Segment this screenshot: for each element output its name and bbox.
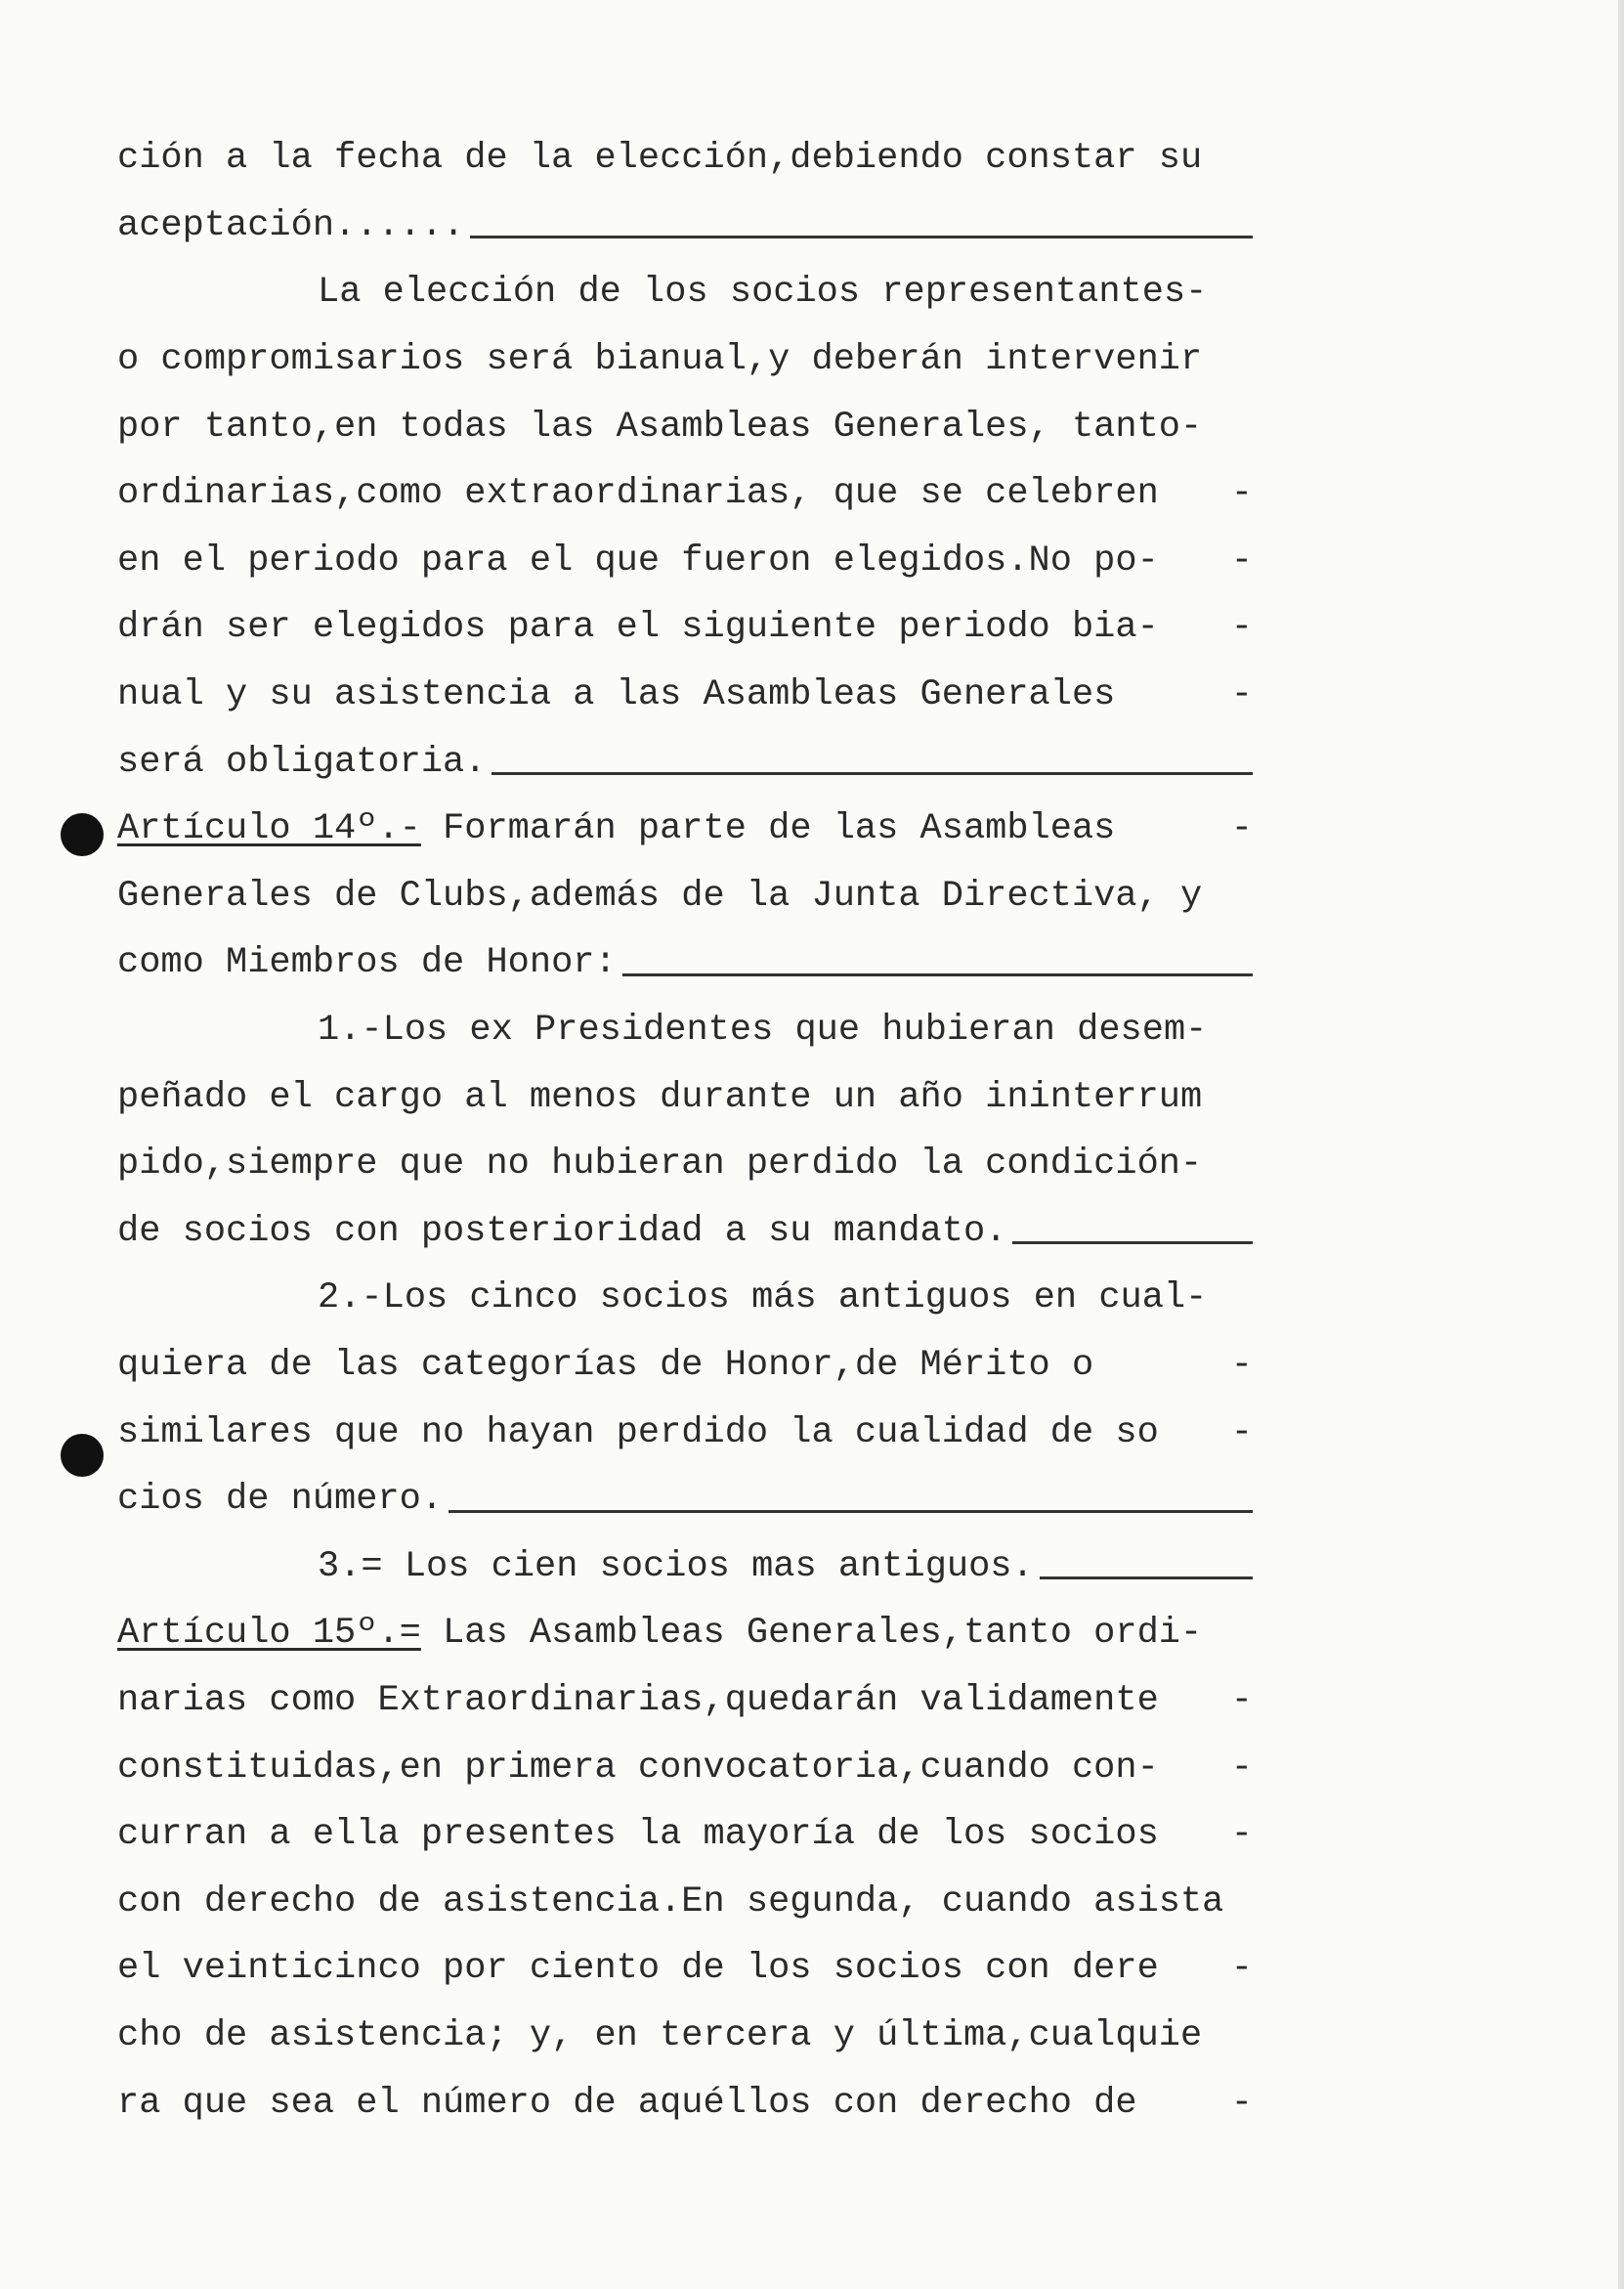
filler-rule [470,236,1253,238]
text-line [117,1265,1253,1332]
trailing-dash: - [1230,1344,1253,1386]
text-line [117,1801,1253,1869]
article-heading: Artículo 14º.- [117,808,421,850]
trailing-dash: - [1230,540,1253,582]
trailing-dash: - [1230,1411,1253,1453]
text-line [117,728,1253,796]
text-line [117,1935,1253,2003]
trailing-dash: - [1230,2082,1253,2124]
line-text: el veinticinco por ciento de los socios con dere [117,1948,1159,1990]
text-line [117,528,1253,595]
line-text: ción a la fecha de la elección,debiendo constar su [117,138,1203,180]
line-text: cho de asistencia; y, en tercera y última,cualquie [117,2014,1203,2056]
page-edge-shadow [1618,0,1624,2289]
text-line [117,1198,1253,1266]
line-text: Formarán parte de las Asambleas [420,808,1116,850]
punch-hole-mark [61,813,104,856]
line-text: curran a ella presentes la mayoría de los socios [117,1814,1159,1856]
trailing-dash: - [1230,473,1253,515]
line-text: Generales de Clubs,además de la Junta Directiva, y [117,875,1203,917]
line-text: La elección de los socios representantes- [318,272,1208,314]
line-text: 1.-Los ex Presidentes que hubieran desem- [318,1010,1208,1052]
filler-rule [449,1510,1253,1513]
line-text: como Miembros de Honor: [117,942,617,984]
text-line [117,125,1253,193]
filler-rule [622,973,1253,976]
text-line [117,2003,1253,2070]
filler-rule [1012,1241,1253,1244]
line-text: aceptación...... [117,204,465,246]
line-text: similares que no hayan perdido la cualidad de so [117,1411,1159,1453]
trailing-dash: - [1230,1948,1253,1990]
text-line [117,1868,1253,1935]
trailing-dash: - [1230,808,1253,850]
text-line [117,460,1253,528]
text-line [117,1332,1253,1400]
trailing-dash: - [1230,674,1253,716]
line-text: 3.= Los cien socios mas antiguos. [318,1545,1034,1587]
line-text: de socios con posterioridad a su mandato. [117,1210,1007,1252]
text-line [117,594,1253,662]
text-line [117,326,1253,394]
text-line [117,2069,1253,2137]
line-text: será obligatoria. [117,741,487,783]
filler-rule [491,772,1253,775]
text-line [117,929,1253,997]
text-line [117,1533,1253,1600]
line-text: peñado el cargo al menos durante un año ininterrum [117,1076,1203,1118]
text-line [117,796,1253,863]
text-line [117,1466,1253,1533]
text-line [117,662,1253,729]
text-line [117,193,1253,260]
line-text: 2.-Los cinco socios más antiguos en cual- [318,1277,1208,1319]
line-text: cios de número. [117,1479,444,1521]
line-text: drán ser elegidos para el siguiente periodo bia- [117,607,1159,649]
line-text: en el periodo para el que fueron elegidos.No po- [117,540,1159,582]
text-line [117,1399,1253,1466]
text-line [117,1734,1253,1801]
trailing-dash: - [1230,1814,1253,1856]
article-heading: Artículo 15º.= [117,1613,421,1655]
punch-hole-mark [61,1434,104,1477]
text-line [117,1667,1253,1735]
text-line [117,863,1253,930]
line-text: con derecho de asistencia.En segunda, cuando asista [117,1880,1224,1922]
line-text: pido,siempre que no hubieran perdido la condición- [117,1144,1203,1186]
line-text: o compromisarios será bianual,y deberán intervenir [117,339,1203,381]
line-text: narias como Extraordinarias,quedarán validamente [117,1679,1159,1721]
line-text: constituidas,en primera convocatoria,cuando con- [117,1747,1159,1789]
text-line [117,1600,1253,1667]
text-line [117,259,1253,326]
trailing-dash: - [1230,1747,1253,1789]
line-text: ra que sea el número de aquéllos con derecho de [117,2082,1137,2124]
trailing-dash: - [1230,607,1253,649]
line-text: nual y su asistencia a las Asambleas Generales [117,674,1116,716]
trailing-dash: - [1230,1679,1253,1721]
filler-rule [1040,1576,1253,1579]
line-text: quiera de las categorías de Honor,de Mérito o [117,1344,1094,1386]
text-line [117,1131,1253,1198]
line-text: Las Asambleas Generales,tanto ordi- [420,1613,1203,1655]
line-text: ordinarias,como extraordinarias, que se celebren [117,473,1159,515]
line-text: por tanto,en todas las Asambleas Generales, tanto- [117,406,1203,448]
text-line [117,393,1253,460]
text-line [117,997,1253,1064]
typed-document-page [117,125,1253,2137]
text-line [117,1063,1253,1131]
